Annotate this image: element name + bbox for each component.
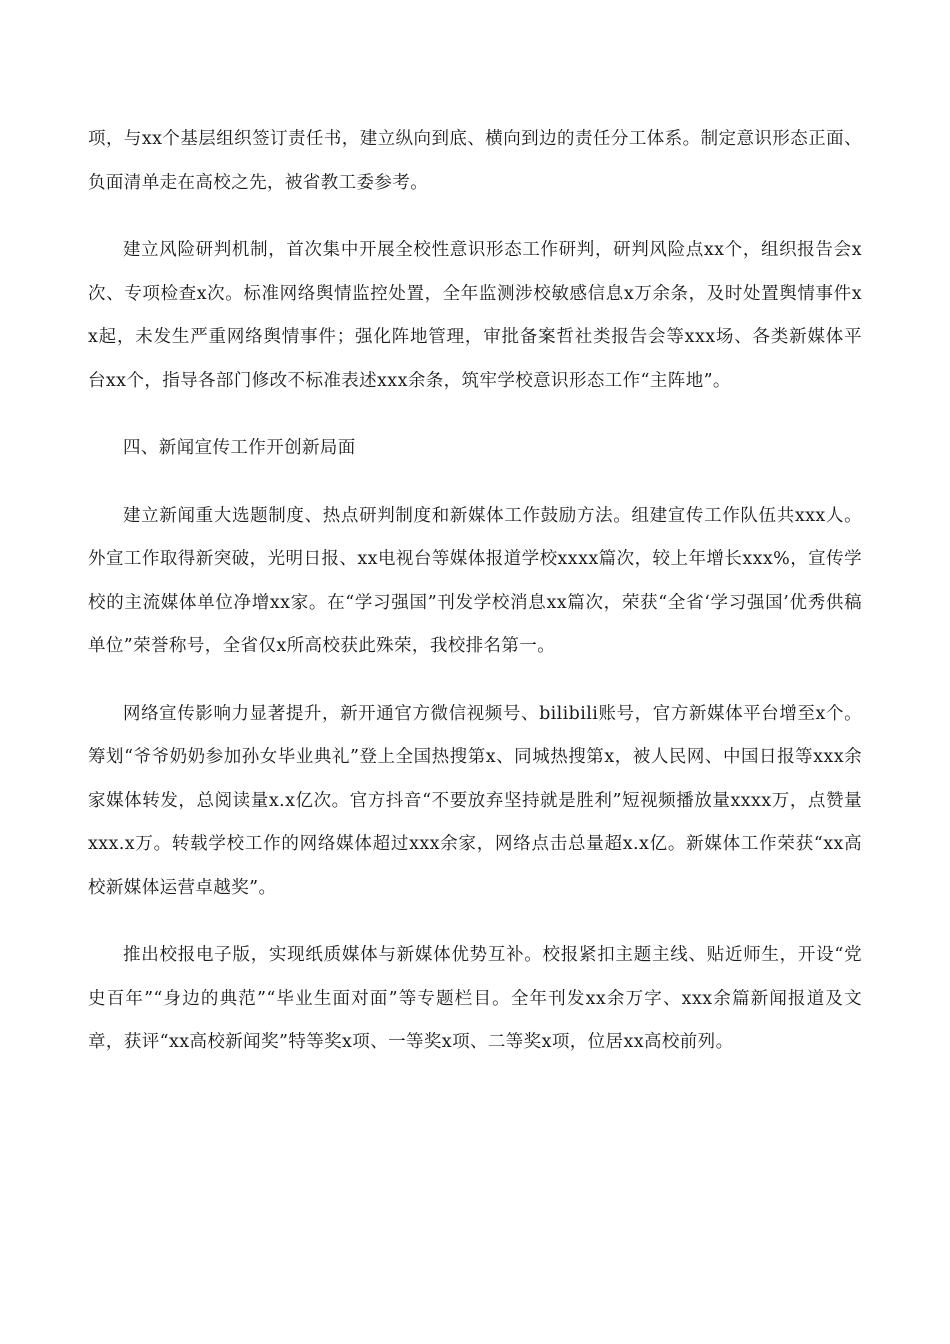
paragraph-continuation: 项，与xx个基层组织签订责任书，建立纵向到底、横向到边的责任分工体系。制定意识形态正面、负面清单走在高校之先，被省教工委参考。 — [88, 129, 862, 193]
section-heading: 四、新闻宣传工作开创新局面 — [123, 438, 356, 458]
paragraph-online-publicity: 网络宣传影响力显著提升，新开通官方微信视频号、bilibili账号，官方新媒体平台增至x个。筹划“爷爷奶奶参加孙女毕业典礼”登上全国热搜第x、同城热搜第x，被人民网、中国日报等xxx余家媒体转发，总阅读量x.x亿次。官方抖音“不要放弃坚持就是胜利”短视频播放量xxxx万，点赞量xxx.x万。转载学校工作的网络媒体超过xxx余家，网络点击总量超x.x亿。新媒体工作荣获“xx高校新媒体运营卓越奖”。 — [88, 703, 862, 898]
paragraph-risk-assessment: 建立风险研判机制，首次集中开展全校性意识形态工作研判，研判风险点xx个，组织报告会x次、专项检查x次。标准网络舆情监控处置，全年监测涉校敏感信息x万余条，及时处置舆情事件xx起，未发生严重网络舆情事件；强化阵地管理，审批备案哲社类报告会等xxx场、各类新媒体平台xx个，指导各部门修改不标准表述xxx余条，筑牢学校意识形态工作“主阵地”。 — [88, 240, 862, 391]
paragraph-news-system: 建立新闻重大选题制度、热点研判制度和新媒体工作鼓励方法。组建宣传工作队伍共xxx人。外宣工作取得新突破，光明日报、xx电视台等媒体报道学校xxxx篇次，较上年增长xxx%，宣传学校的主流媒体单位净增xx家。在“学习强国”刊发学校消息xx篇次，荣获“全省‘学习强国’优秀供稿单位”荣誉称号，全省仅x所高校获此殊荣，我校排名第一。 — [88, 505, 862, 656]
paragraph-school-newspaper: 推出校报电子版，实现纸质媒体与新媒体优势互补。校报紧扣主题主线、贴近师生，开设“党史百年”“身边的典范”“毕业生面对面”等专题栏目。全年刊发xx余万字、xxx余篇新闻报道及文章，获评“xx高校新闻奖”特等奖x项、一等奖x项、二等奖x项，位居xx高校前列。 — [88, 945, 862, 1052]
document-body — [88, 118, 862, 1089]
